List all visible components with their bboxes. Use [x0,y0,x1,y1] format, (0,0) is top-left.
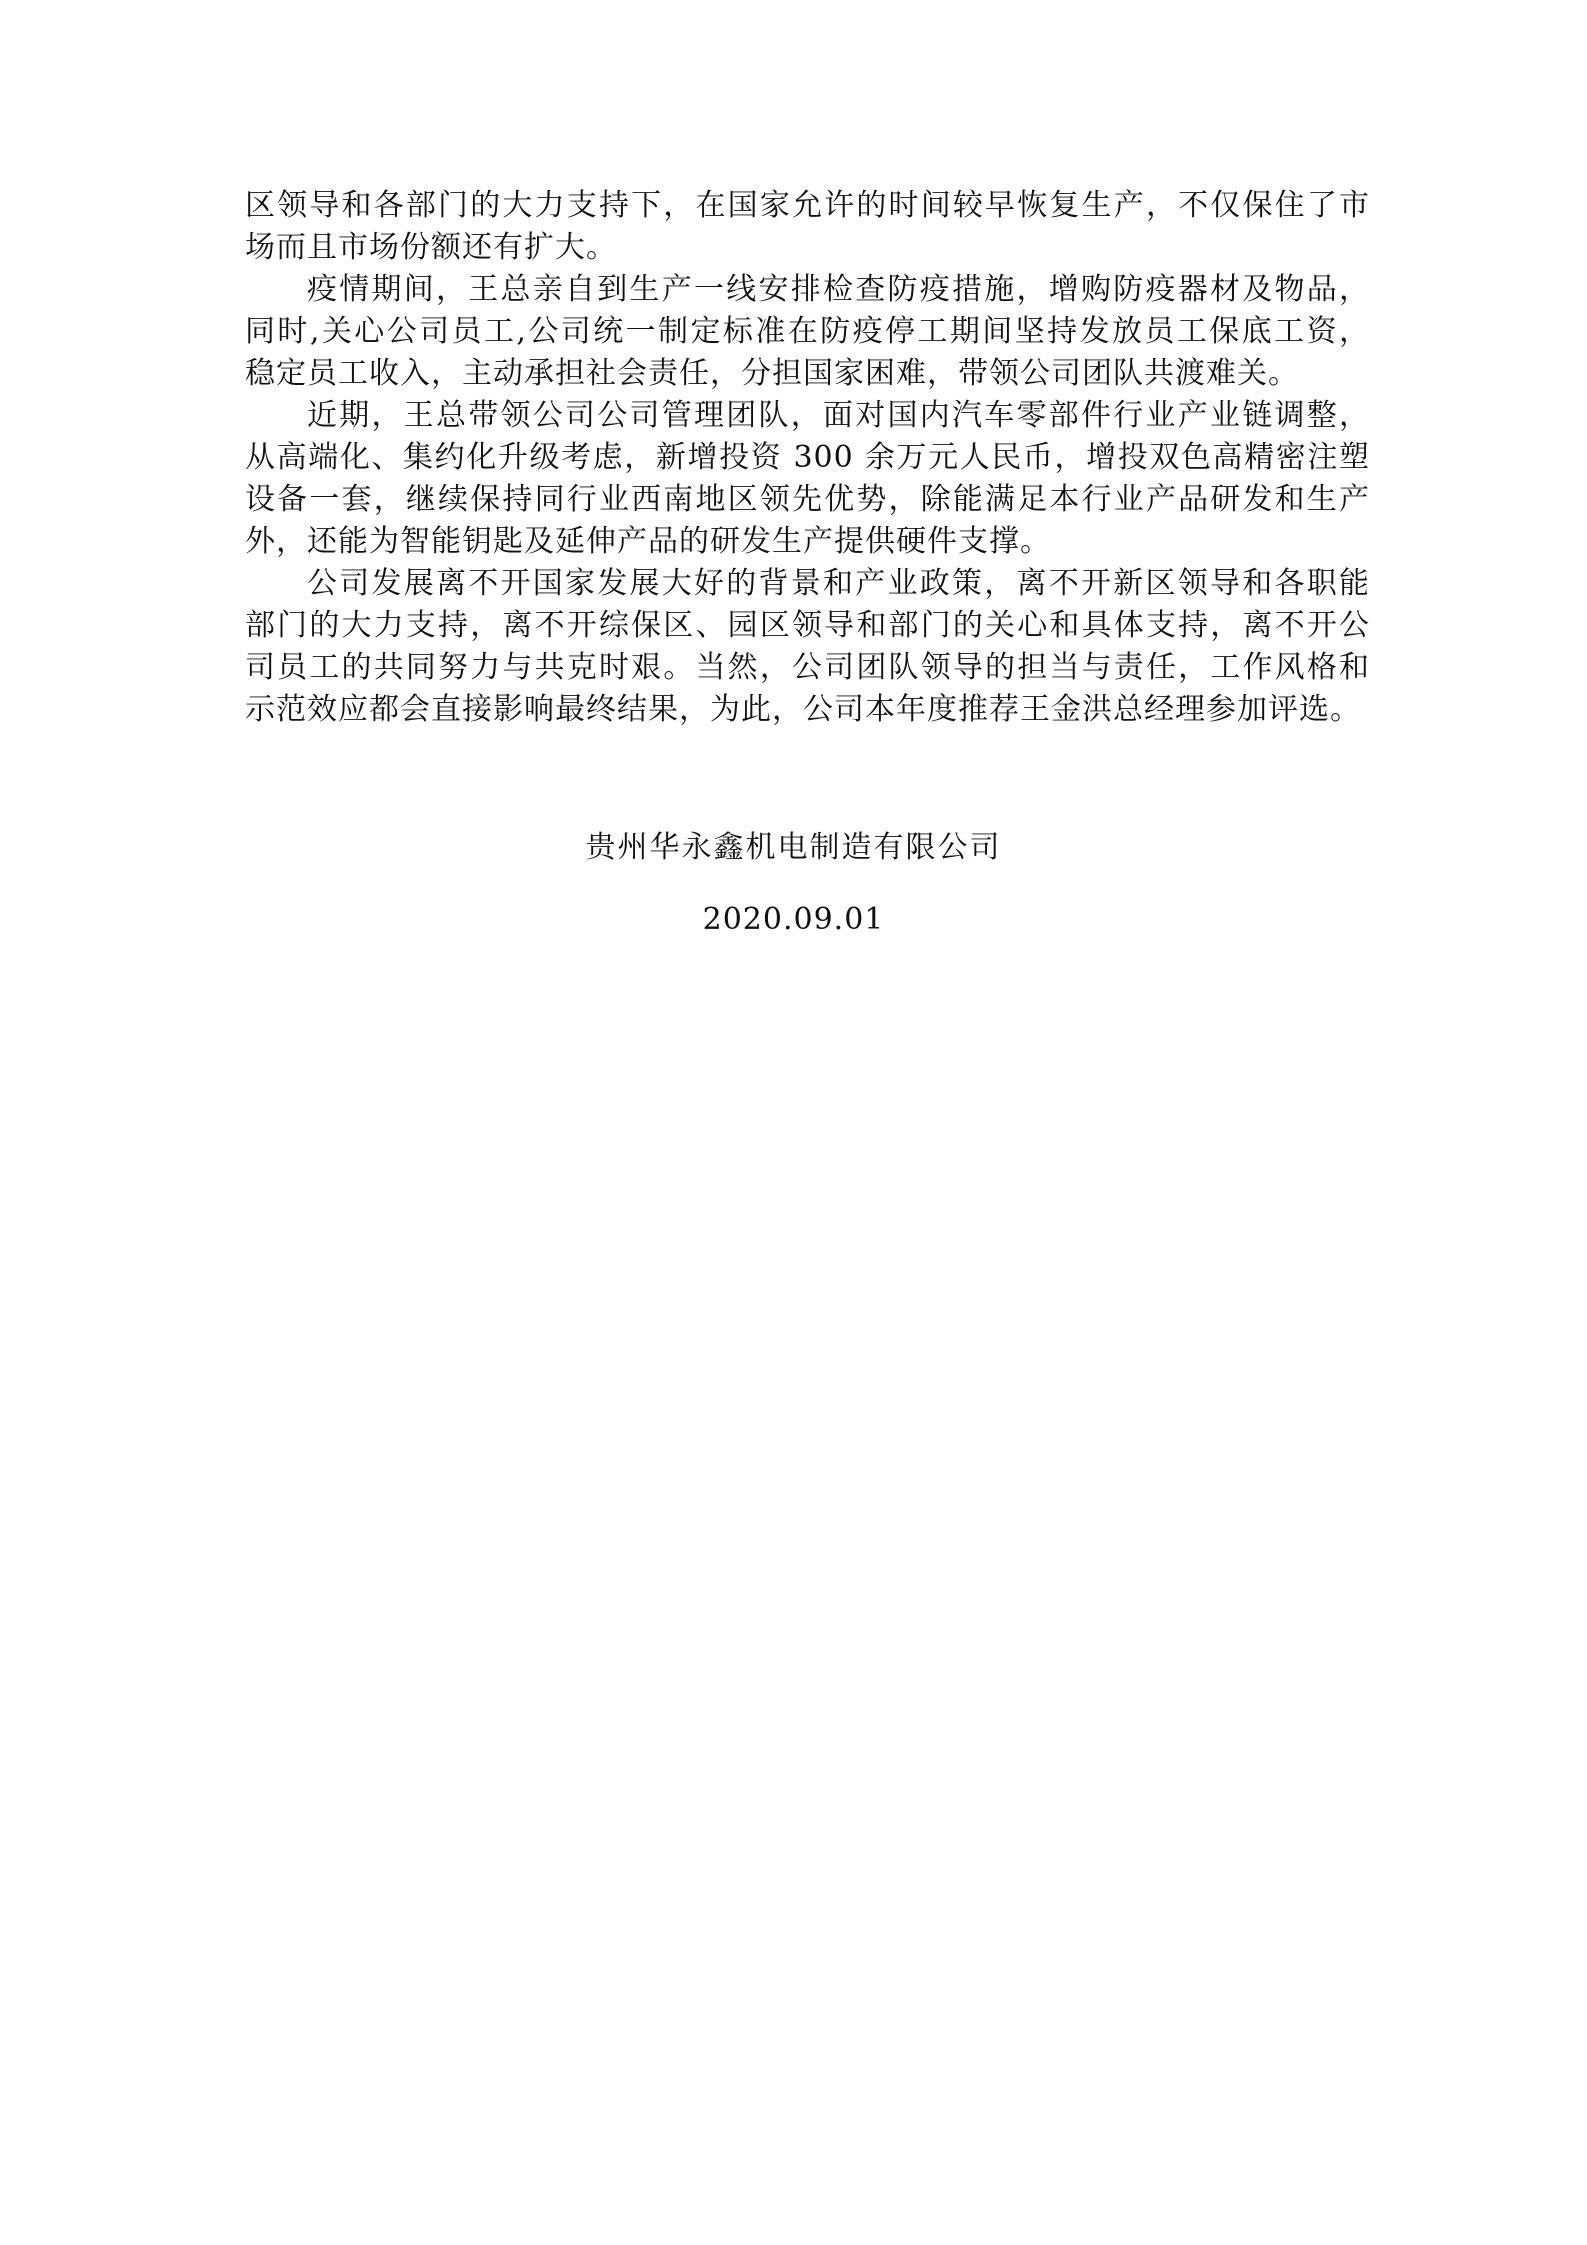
paragraph-line: 设备一套，继续保持同行业西南地区领先优势，除能满足本行业产品研发和生产 [245,482,1370,517]
paragraph-line: 外，还能为智能钥匙及延伸产品的研发生产提供硬件支撑。 [245,524,1051,559]
paragraph-line: 示范效应都会直接影响最终结果，为此，公司本年度推荐王金洪总经理参加评选。 [245,692,1361,727]
paragraph-line: 司员工的共同努力与共克时艰。当然，公司团队领导的担当与责任，工作风格和 [245,650,1370,685]
paragraph-line: 从高端化、集约化升级考虑，新增投资 300 余万元人民币，增投双色高精密注塑 [245,440,1370,475]
paragraph-line: 场而且市场份额还有扩大。 [245,230,617,265]
document-body [245,185,1370,731]
paragraph-line: 近期，王总带领公司公司管理团队，面对国内汽车零部件行业产业链调整， [307,398,1370,433]
paragraph-line: 部门的大力支持，离不开综保区、园区领导和部门的关心和具体支持，离不开公 [245,608,1370,643]
paragraph-line: 稳定员工收入，主动承担社会责任，分担国家困难，带领公司团队共渡难关。 [245,356,1299,391]
paragraph-line: 公司发展离不开国家发展大好的背景和产业政策，离不开新区领导和各职能 [307,566,1370,601]
paragraph-line: 同时,关心公司员工,公司统一制定标准在防疫停工期间坚持发放员工保底工资， [245,314,1370,349]
signature-company: 贵州华永鑫机电制造有限公司 [585,830,1002,865]
paragraph-line: 区领导和各部门的大力支持下，在国家允许的时间较早恢复生产，不仅保住了市 [245,188,1370,223]
paragraph-line: 疫情期间，王总亲自到生产一线安排检查防疫措施，增购防疫器材及物品， [307,272,1370,307]
signature-date: 2020.09.01 [702,902,885,937]
